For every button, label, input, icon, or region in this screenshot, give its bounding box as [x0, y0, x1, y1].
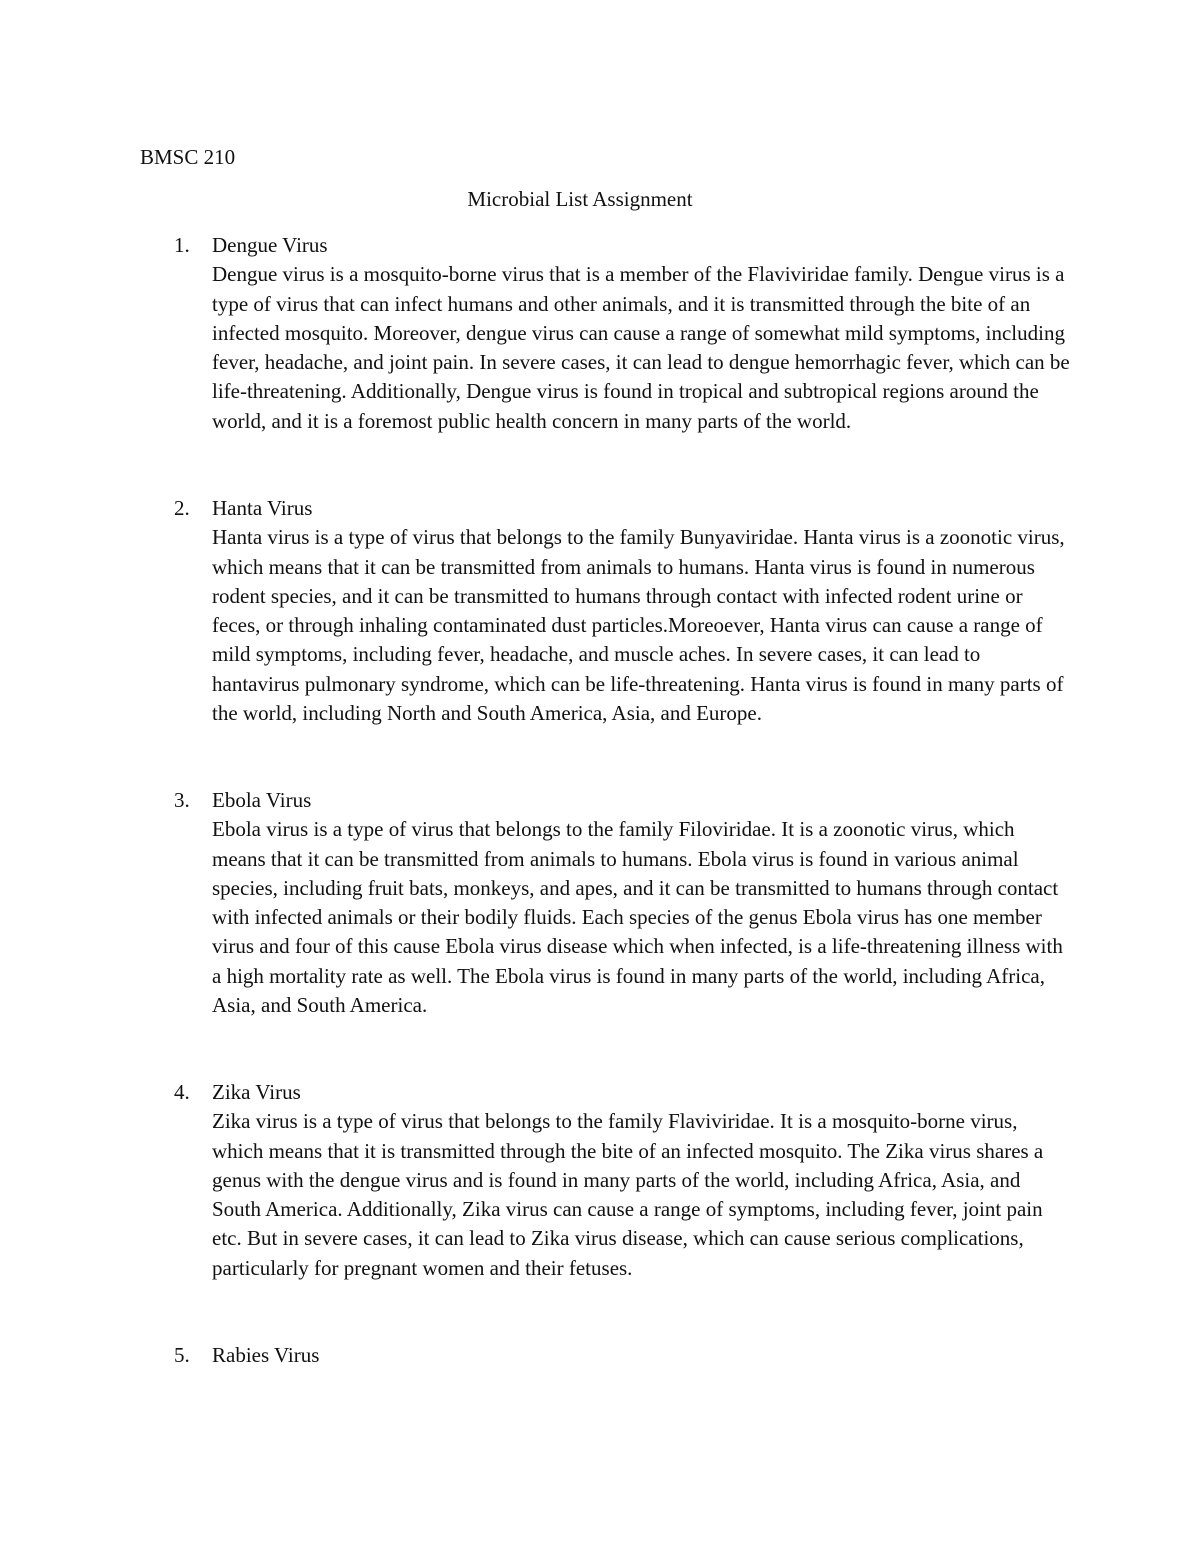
item-name: Dengue Virus: [212, 233, 328, 257]
course-code: BMSC 210: [140, 145, 236, 169]
item-name: Ebola Virus: [212, 788, 312, 812]
item-number: 5.: [174, 1343, 190, 1367]
item-description: Hanta virus is a type of virus that belongs to the family Bunyaviridae. Hanta virus is a zoonotic virus, which means that it can be transmitted from animals to humans. Hanta virus is found in numerous rodent species, and it can be transmitted to humans through contact with infected rodent urine or feces, or through inhaling contaminated dust particles.Moreoever, Hanta virus can cause a range of mild symptoms, including fever, headache, and muscle aches. In severe cases, it can lead to hantavirus pulmonary syndrome, which can be life-threatening. Hanta virus is found in many parts of the world, including North and South America, Asia, and Europe.: [212, 525, 1065, 726]
item-name: Zika Virus: [212, 1080, 301, 1104]
item-number: 3.: [174, 788, 190, 812]
item-name: Rabies Virus: [212, 1343, 320, 1367]
item-body: [212, 1341, 1072, 1370]
item-number: 2.: [174, 496, 190, 520]
item-body: [212, 231, 1072, 436]
item-name: Hanta Virus: [212, 496, 313, 520]
item-description: Dengue virus is a mosquito-borne virus that is a member of the Flaviviridae family. Dengue virus is a type of virus that can infect humans and other animals, and it is transmitted through the bite of an infected mosquito. Moreover, dengue virus can cause a range of somewhat mild symptoms, including fever, headache, and joint pain. In severe cases, it can lead to dengue hemorrhagic fever, which can be life-threatening. Additionally, Dengue virus is found in tropical and subtropical regions around the world, and it is a foremost public health concern in many parts of the world.: [212, 262, 1070, 433]
document-title: Microbial List Assignment: [467, 187, 693, 211]
item-number: 1.: [174, 233, 190, 257]
item-number: 4.: [174, 1080, 190, 1104]
item-body: [212, 786, 1072, 1020]
item-description: Ebola virus is a type of virus that belongs to the family Filoviridae. It is a zoonotic virus, which means that it can be transmitted from animals to humans. Ebola virus is found in various animal species, including fruit bats, monkeys, and apes, and it can be transmitted to humans through contact with infected animals or their bodily fluids. Each species of the genus Ebola virus has one member virus and four of this cause Ebola virus disease which when infected, is a life-threatening illness with a high mortality rate as well. The Ebola virus is found in many parts of the world, including Africa, Asia, and South America.: [212, 817, 1063, 1018]
item-body: [212, 1078, 1072, 1283]
item-body: [212, 494, 1072, 728]
item-description: Zika virus is a type of virus that belongs to the family Flaviviridae. It is a mosquito-borne virus, which means that it is transmitted through the bite of an infected mosquito. The Zika virus shares a genus with the dengue virus and is found in many parts of the world, including Africa, Asia, and South America. Additionally, Zika virus can cause a range of symptoms, including fever, joint pain etc. But in severe cases, it can lead to Zika virus disease, which can cause serious complications, particularly for pregnant women and their fetuses.: [212, 1109, 1044, 1280]
